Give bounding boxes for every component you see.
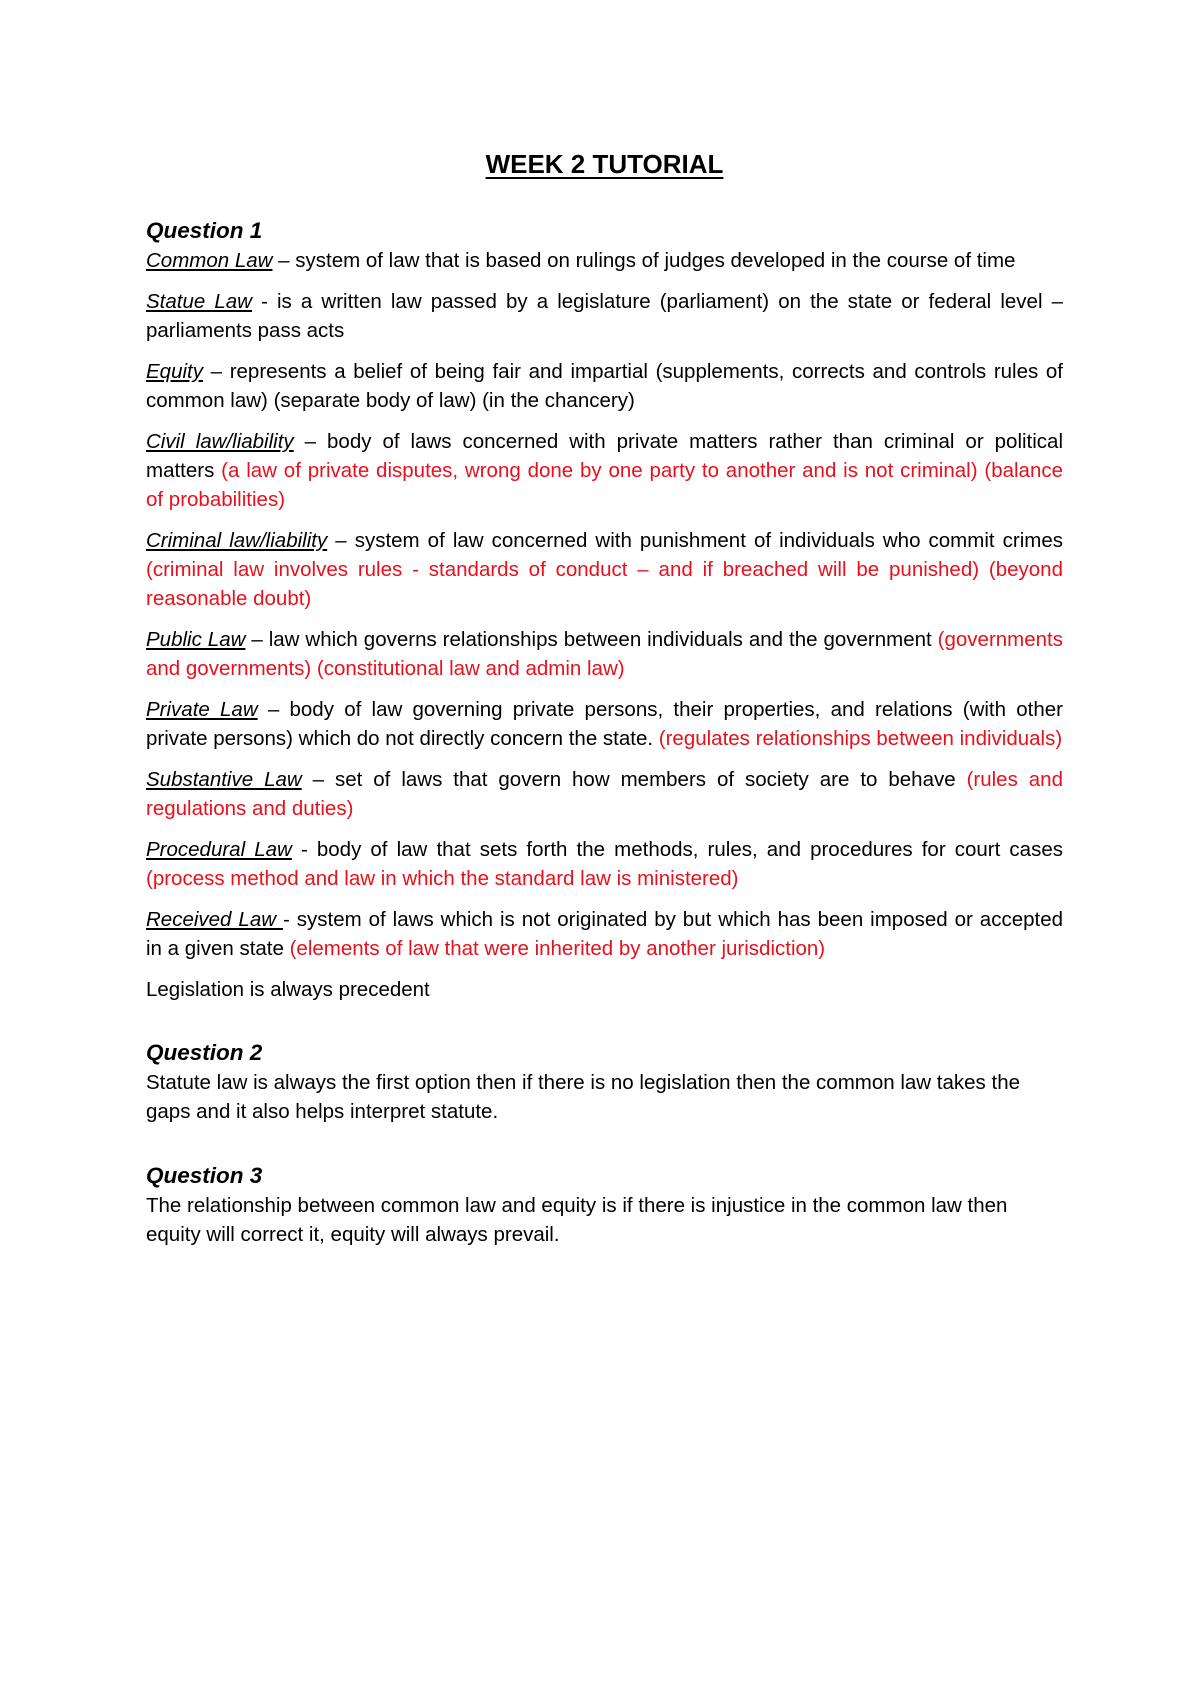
definition-civil-law [146, 427, 1063, 514]
definition-criminal-law [146, 526, 1063, 613]
question-2-section [146, 1038, 1063, 1127]
definition-procedural-law [146, 835, 1063, 893]
definition-term: Statue Law [146, 289, 252, 313]
definitions-list [146, 246, 1063, 963]
definition-term: Common Law [146, 248, 273, 272]
definition-private-law [146, 695, 1063, 753]
definition-text: – body of laws concerned with private matters rather than criminal or political matters [146, 429, 1064, 482]
definition-note: (governments and governments) (constitutional law and admin law) [146, 627, 1064, 680]
definition-text: – set of laws that govern how members of society are to behave [301, 767, 967, 791]
document-title: WEEK 2 TUTORIAL [485, 149, 724, 179]
definition-common-law [146, 246, 1063, 275]
definition-term: Procedural Law [146, 837, 292, 861]
definition-text: – law which governs relationships between individuals and the government [245, 627, 938, 651]
definition-statue-law [146, 287, 1063, 345]
definition-term: Civil law/liability [146, 429, 294, 453]
definition-term: Criminal law/liability [146, 528, 328, 552]
document-content [146, 148, 1063, 1250]
definition-text: – system of law that is based on rulings of judges developed in the course of time [272, 248, 1016, 272]
question-3-heading: Question 3 [146, 1162, 263, 1188]
question-2-heading: Question 2 [146, 1039, 263, 1065]
definition-note: (process method and law in which the standard law is ministered) [146, 866, 739, 890]
definition-public-law [146, 625, 1063, 683]
definition-text: – represents a belief of being fair and impartial (supplements, corrects and controls rules of common law) (separate body of law) (in the chancery) [146, 359, 1063, 412]
question-3-section [146, 1161, 1063, 1250]
definition-note: (criminal law involves rules - standards of conduct – and if breached will be punished) (beyond reasonable doubt) [146, 557, 1063, 610]
definition-text: – body of law governing private persons, their properties, and relations (with other private persons) which do not directly concern the state. [146, 697, 1063, 750]
question-1-closing-line: Legislation is always precedent [146, 977, 430, 1001]
definition-text: - is a written law passed by a legislature (parliament) on the state or federal level – parliaments pass acts [146, 289, 1063, 342]
definition-note: (rules and regulations and duties) [146, 767, 1063, 820]
question-2-answer: Statute law is always the first option then if there is no legislation then the common law takes the gaps and it also helps interpret statute. [146, 1070, 1020, 1124]
definition-term: Equity [146, 359, 203, 383]
definition-text: - body of law that sets forth the methods, rules, and procedures for court cases [291, 837, 1063, 861]
definition-equity [146, 357, 1063, 415]
definition-note: (regulates relationships between individuals) [658, 726, 1063, 750]
definition-substantive-law [146, 765, 1063, 823]
definition-received-law [146, 905, 1063, 963]
definition-term: Public Law [146, 627, 246, 651]
definition-note: (a law of private disputes, wrong done by one party to another and is not criminal) (balance of probabilities) [146, 458, 1064, 511]
definition-text: – system of law concerned with punishment of individuals who commit crimes [327, 528, 1063, 552]
definition-note: (elements of law that were inherited by another jurisdiction) [289, 936, 826, 960]
definition-term: Private Law [146, 697, 258, 721]
definition-term: Received Law [146, 907, 283, 931]
question-3-answer: The relationship between common law and equity is if there is injustice in the common law then equity will correct it, equity will always prevail. [146, 1193, 1008, 1247]
question-1-heading: Question 1 [146, 217, 263, 243]
question-1-section [146, 216, 1063, 1004]
definition-term: Substantive Law [146, 767, 302, 791]
definition-text: - system of laws which is not originated by but which has been imposed or accepted in a given state [146, 907, 1063, 960]
